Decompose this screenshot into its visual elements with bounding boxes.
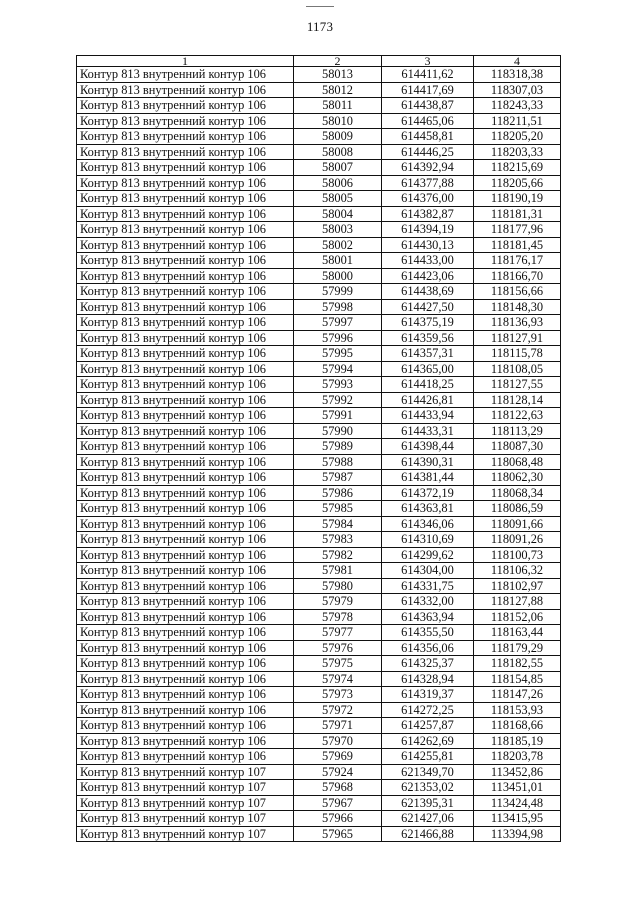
point-number-cell: 58006 xyxy=(294,175,382,191)
point-number-cell: 57924 xyxy=(294,764,382,780)
table-row xyxy=(77,454,561,470)
point-number-cell: 57978 xyxy=(294,609,382,625)
y-coordinate-cell: 118307,03 xyxy=(474,82,561,98)
point-number-cell: 57981 xyxy=(294,563,382,579)
contour-name-cell: Контур 813 внутренний контур 106 xyxy=(77,501,294,517)
x-coordinate-cell: 614446,25 xyxy=(382,144,474,160)
x-coordinate-cell: 621427,06 xyxy=(382,811,474,827)
y-coordinate-cell: 118152,06 xyxy=(474,609,561,625)
point-number-cell: 58008 xyxy=(294,144,382,160)
table-row xyxy=(77,191,561,207)
table-row xyxy=(77,578,561,594)
point-number-cell: 57983 xyxy=(294,532,382,548)
contour-name-cell: Контур 813 внутренний контур 106 xyxy=(77,423,294,439)
y-coordinate-cell: 118100,73 xyxy=(474,547,561,563)
table-row xyxy=(77,826,561,842)
y-coordinate-cell: 113424,48 xyxy=(474,795,561,811)
table-row xyxy=(77,361,561,377)
table-row xyxy=(77,392,561,408)
contour-name-cell: Контур 813 внутренний контур 106 xyxy=(77,330,294,346)
y-coordinate-cell: 118106,32 xyxy=(474,563,561,579)
point-number-cell: 57997 xyxy=(294,315,382,331)
table-row xyxy=(77,377,561,393)
x-coordinate-cell: 614304,00 xyxy=(382,563,474,579)
table-row xyxy=(77,764,561,780)
point-number-cell: 58001 xyxy=(294,253,382,269)
point-number-cell: 57993 xyxy=(294,377,382,393)
coordinates-table xyxy=(76,55,561,842)
contour-name-cell: Контур 813 внутренний контур 106 xyxy=(77,749,294,765)
contour-name-cell: Контур 813 внутренний контур 106 xyxy=(77,454,294,470)
x-coordinate-cell: 614418,25 xyxy=(382,377,474,393)
point-number-cell: 57968 xyxy=(294,780,382,796)
contour-name-cell: Контур 813 внутренний контур 107 xyxy=(77,811,294,827)
x-coordinate-cell: 614255,81 xyxy=(382,749,474,765)
x-coordinate-cell: 614377,88 xyxy=(382,175,474,191)
column-header-4: 4 xyxy=(474,56,561,67)
point-number-cell: 57976 xyxy=(294,640,382,656)
table-row xyxy=(77,315,561,331)
contour-name-cell: Контур 813 внутренний контур 106 xyxy=(77,625,294,641)
point-number-cell: 57979 xyxy=(294,594,382,610)
y-coordinate-cell: 118181,31 xyxy=(474,206,561,222)
y-coordinate-cell: 118068,34 xyxy=(474,485,561,501)
point-number-cell: 57980 xyxy=(294,578,382,594)
y-coordinate-cell: 118147,26 xyxy=(474,687,561,703)
x-coordinate-cell: 614363,81 xyxy=(382,501,474,517)
x-coordinate-cell: 621466,88 xyxy=(382,826,474,842)
y-coordinate-cell: 113394,98 xyxy=(474,826,561,842)
point-number-cell: 57977 xyxy=(294,625,382,641)
contour-name-cell: Контур 813 внутренний контур 106 xyxy=(77,206,294,222)
point-number-cell: 57991 xyxy=(294,408,382,424)
point-number-cell: 57971 xyxy=(294,718,382,734)
x-coordinate-cell: 614257,87 xyxy=(382,718,474,734)
y-coordinate-cell: 118154,85 xyxy=(474,671,561,687)
point-number-cell: 58011 xyxy=(294,98,382,114)
x-coordinate-cell: 614332,00 xyxy=(382,594,474,610)
x-coordinate-cell: 614262,69 xyxy=(382,733,474,749)
table-body xyxy=(77,67,561,842)
y-coordinate-cell: 118113,29 xyxy=(474,423,561,439)
contour-name-cell: Контур 813 внутренний контур 106 xyxy=(77,175,294,191)
point-number-cell: 58002 xyxy=(294,237,382,253)
x-coordinate-cell: 621349,70 xyxy=(382,764,474,780)
point-number-cell: 57986 xyxy=(294,485,382,501)
x-coordinate-cell: 614423,06 xyxy=(382,268,474,284)
y-coordinate-cell: 118148,30 xyxy=(474,299,561,315)
contour-name-cell: Контур 813 внутренний контур 106 xyxy=(77,609,294,625)
x-coordinate-cell: 614328,94 xyxy=(382,671,474,687)
table-row xyxy=(77,516,561,532)
contour-name-cell: Контур 813 внутренний контур 106 xyxy=(77,82,294,98)
contour-name-cell: Контур 813 внутренний контур 106 xyxy=(77,253,294,269)
table-row xyxy=(77,718,561,734)
y-coordinate-cell: 118176,17 xyxy=(474,253,561,269)
point-number-cell: 57966 xyxy=(294,811,382,827)
point-number-cell: 58013 xyxy=(294,67,382,83)
y-coordinate-cell: 118203,78 xyxy=(474,749,561,765)
table-row xyxy=(77,485,561,501)
x-coordinate-cell: 614346,06 xyxy=(382,516,474,532)
contour-name-cell: Контур 813 внутренний контур 106 xyxy=(77,377,294,393)
x-coordinate-cell: 614433,94 xyxy=(382,408,474,424)
y-coordinate-cell: 113452,86 xyxy=(474,764,561,780)
x-coordinate-cell: 614426,81 xyxy=(382,392,474,408)
x-coordinate-cell: 614355,50 xyxy=(382,625,474,641)
table-row xyxy=(77,640,561,656)
point-number-cell: 57995 xyxy=(294,346,382,362)
point-number-cell: 58009 xyxy=(294,129,382,145)
x-coordinate-cell: 614390,31 xyxy=(382,454,474,470)
contour-name-cell: Контур 813 внутренний контур 107 xyxy=(77,780,294,796)
table-row xyxy=(77,408,561,424)
table-row xyxy=(77,82,561,98)
contour-name-cell: Контур 813 внутренний контур 106 xyxy=(77,144,294,160)
contour-name-cell: Контур 813 внутренний контур 106 xyxy=(77,129,294,145)
point-number-cell: 57970 xyxy=(294,733,382,749)
table-row xyxy=(77,237,561,253)
contour-name-cell: Контур 813 внутренний контур 106 xyxy=(77,98,294,114)
table-row xyxy=(77,795,561,811)
point-number-cell: 57975 xyxy=(294,656,382,672)
y-coordinate-cell: 118243,33 xyxy=(474,98,561,114)
x-coordinate-cell: 614382,87 xyxy=(382,206,474,222)
table-row xyxy=(77,175,561,191)
y-coordinate-cell: 118185,19 xyxy=(474,733,561,749)
x-coordinate-cell: 614310,69 xyxy=(382,532,474,548)
column-header-1: 1 xyxy=(77,56,294,67)
page-number: 1173 xyxy=(306,19,334,34)
table-row xyxy=(77,144,561,160)
point-number-cell: 57974 xyxy=(294,671,382,687)
column-header-2: 2 xyxy=(294,56,382,67)
x-coordinate-cell: 614433,00 xyxy=(382,253,474,269)
contour-name-cell: Контур 813 внутренний контур 107 xyxy=(77,795,294,811)
x-coordinate-cell: 614299,62 xyxy=(382,547,474,563)
y-coordinate-cell: 118203,33 xyxy=(474,144,561,160)
table-row xyxy=(77,423,561,439)
contour-name-cell: Контур 813 внутренний контур 106 xyxy=(77,485,294,501)
y-coordinate-cell: 118108,05 xyxy=(474,361,561,377)
contour-name-cell: Контур 813 внутренний контур 106 xyxy=(77,594,294,610)
y-coordinate-cell: 118153,93 xyxy=(474,702,561,718)
contour-name-cell: Контур 813 внутренний контур 106 xyxy=(77,640,294,656)
contour-name-cell: Контур 813 внутренний контур 106 xyxy=(77,563,294,579)
x-coordinate-cell: 614411,62 xyxy=(382,67,474,83)
y-coordinate-cell: 118166,70 xyxy=(474,268,561,284)
x-coordinate-cell: 614438,69 xyxy=(382,284,474,300)
y-coordinate-cell: 118136,93 xyxy=(474,315,561,331)
y-coordinate-cell: 118087,30 xyxy=(474,439,561,455)
y-coordinate-cell: 118091,26 xyxy=(474,532,561,548)
x-coordinate-cell: 614430,13 xyxy=(382,237,474,253)
x-coordinate-cell: 614438,87 xyxy=(382,98,474,114)
table-row xyxy=(77,609,561,625)
x-coordinate-cell: 614427,50 xyxy=(382,299,474,315)
contour-name-cell: Контур 813 внутренний контур 106 xyxy=(77,687,294,703)
contour-name-cell: Контур 813 внутренний контур 106 xyxy=(77,733,294,749)
x-coordinate-cell: 614331,75 xyxy=(382,578,474,594)
contour-name-cell: Контур 813 внутренний контур 107 xyxy=(77,764,294,780)
table-row xyxy=(77,749,561,765)
y-coordinate-cell: 118211,51 xyxy=(474,113,561,129)
x-coordinate-cell: 614359,56 xyxy=(382,330,474,346)
contour-name-cell: Контур 813 внутренний контур 106 xyxy=(77,299,294,315)
contour-name-cell: Контур 813 внутренний контур 106 xyxy=(77,718,294,734)
table-row xyxy=(77,780,561,796)
point-number-cell: 57984 xyxy=(294,516,382,532)
x-coordinate-cell: 614319,37 xyxy=(382,687,474,703)
top-dash-mark xyxy=(306,6,334,7)
point-number-cell: 57985 xyxy=(294,501,382,517)
table-row xyxy=(77,470,561,486)
table-row xyxy=(77,253,561,269)
x-coordinate-cell: 614376,00 xyxy=(382,191,474,207)
y-coordinate-cell: 118068,48 xyxy=(474,454,561,470)
contour-name-cell: Контур 813 внутренний контур 107 xyxy=(77,826,294,842)
y-coordinate-cell: 118086,59 xyxy=(474,501,561,517)
point-number-cell: 58012 xyxy=(294,82,382,98)
x-coordinate-cell: 614398,44 xyxy=(382,439,474,455)
y-coordinate-cell: 118181,45 xyxy=(474,237,561,253)
x-coordinate-cell: 614433,31 xyxy=(382,423,474,439)
y-coordinate-cell: 118091,66 xyxy=(474,516,561,532)
point-number-cell: 57999 xyxy=(294,284,382,300)
x-coordinate-cell: 614417,69 xyxy=(382,82,474,98)
contour-name-cell: Контур 813 внутренний контур 106 xyxy=(77,113,294,129)
y-coordinate-cell: 118318,38 xyxy=(474,67,561,83)
contour-name-cell: Контур 813 внутренний контур 106 xyxy=(77,160,294,176)
contour-name-cell: Контур 813 внутренний контур 106 xyxy=(77,237,294,253)
point-number-cell: 58000 xyxy=(294,268,382,284)
table-row xyxy=(77,563,561,579)
contour-name-cell: Контур 813 внутренний контур 106 xyxy=(77,346,294,362)
point-number-cell: 57969 xyxy=(294,749,382,765)
x-coordinate-cell: 614356,06 xyxy=(382,640,474,656)
y-coordinate-cell: 113415,95 xyxy=(474,811,561,827)
point-number-cell: 58004 xyxy=(294,206,382,222)
point-number-cell: 57996 xyxy=(294,330,382,346)
x-coordinate-cell: 614392,94 xyxy=(382,160,474,176)
point-number-cell: 57998 xyxy=(294,299,382,315)
point-number-cell: 57994 xyxy=(294,361,382,377)
y-coordinate-cell: 113451,01 xyxy=(474,780,561,796)
point-number-cell: 57982 xyxy=(294,547,382,563)
column-header-3: 3 xyxy=(382,56,474,67)
y-coordinate-cell: 118128,14 xyxy=(474,392,561,408)
x-coordinate-cell: 614458,81 xyxy=(382,129,474,145)
table-row xyxy=(77,439,561,455)
y-coordinate-cell: 118168,66 xyxy=(474,718,561,734)
y-coordinate-cell: 118127,88 xyxy=(474,594,561,610)
y-coordinate-cell: 118127,91 xyxy=(474,330,561,346)
contour-name-cell: Контур 813 внутренний контур 106 xyxy=(77,532,294,548)
point-number-cell: 57992 xyxy=(294,392,382,408)
table-row xyxy=(77,160,561,176)
contour-name-cell: Контур 813 внутренний контур 106 xyxy=(77,547,294,563)
contour-name-cell: Контур 813 внутренний контур 106 xyxy=(77,222,294,238)
table-row xyxy=(77,656,561,672)
table-row xyxy=(77,268,561,284)
y-coordinate-cell: 118115,78 xyxy=(474,346,561,362)
y-coordinate-cell: 118163,44 xyxy=(474,625,561,641)
y-coordinate-cell: 118205,66 xyxy=(474,175,561,191)
y-coordinate-cell: 118190,19 xyxy=(474,191,561,207)
point-number-cell: 58010 xyxy=(294,113,382,129)
table-row xyxy=(77,284,561,300)
contour-name-cell: Контур 813 внутренний контур 106 xyxy=(77,191,294,207)
contour-name-cell: Контур 813 внутренний контур 106 xyxy=(77,702,294,718)
header-row xyxy=(77,56,561,67)
x-coordinate-cell: 614372,19 xyxy=(382,485,474,501)
point-number-cell: 57988 xyxy=(294,454,382,470)
contour-name-cell: Контур 813 внутренний контур 106 xyxy=(77,361,294,377)
table-row xyxy=(77,206,561,222)
contour-name-cell: Контур 813 внутренний контур 106 xyxy=(77,67,294,83)
contour-name-cell: Контур 813 внутренний контур 106 xyxy=(77,656,294,672)
point-number-cell: 57989 xyxy=(294,439,382,455)
table-row xyxy=(77,594,561,610)
table-row xyxy=(77,811,561,827)
table-row xyxy=(77,702,561,718)
table-row xyxy=(77,129,561,145)
x-coordinate-cell: 621353,02 xyxy=(382,780,474,796)
y-coordinate-cell: 118062,30 xyxy=(474,470,561,486)
y-coordinate-cell: 118179,29 xyxy=(474,640,561,656)
table-row xyxy=(77,222,561,238)
table-row xyxy=(77,625,561,641)
table-row xyxy=(77,733,561,749)
point-number-cell: 57987 xyxy=(294,470,382,486)
x-coordinate-cell: 614365,00 xyxy=(382,361,474,377)
table-row xyxy=(77,67,561,83)
table-row xyxy=(77,98,561,114)
contour-name-cell: Контур 813 внутренний контур 106 xyxy=(77,408,294,424)
table-row xyxy=(77,532,561,548)
y-coordinate-cell: 118122,63 xyxy=(474,408,561,424)
y-coordinate-cell: 118215,69 xyxy=(474,160,561,176)
point-number-cell: 58003 xyxy=(294,222,382,238)
x-coordinate-cell: 614465,06 xyxy=(382,113,474,129)
table-row xyxy=(77,299,561,315)
x-coordinate-cell: 614375,19 xyxy=(382,315,474,331)
y-coordinate-cell: 118102,97 xyxy=(474,578,561,594)
table-row xyxy=(77,113,561,129)
table-row xyxy=(77,547,561,563)
table-row xyxy=(77,330,561,346)
contour-name-cell: Контур 813 внутренний контур 106 xyxy=(77,516,294,532)
table-row xyxy=(77,671,561,687)
table-row xyxy=(77,687,561,703)
point-number-cell: 57972 xyxy=(294,702,382,718)
table-row xyxy=(77,501,561,517)
x-coordinate-cell: 614381,44 xyxy=(382,470,474,486)
point-number-cell: 57990 xyxy=(294,423,382,439)
x-coordinate-cell: 614357,31 xyxy=(382,346,474,362)
x-coordinate-cell: 614394,19 xyxy=(382,222,474,238)
point-number-cell: 58005 xyxy=(294,191,382,207)
x-coordinate-cell: 614272,25 xyxy=(382,702,474,718)
y-coordinate-cell: 118177,96 xyxy=(474,222,561,238)
x-coordinate-cell: 621395,31 xyxy=(382,795,474,811)
point-number-cell: 57967 xyxy=(294,795,382,811)
contour-name-cell: Контур 813 внутренний контур 106 xyxy=(77,578,294,594)
contour-name-cell: Контур 813 внутренний контур 106 xyxy=(77,268,294,284)
contour-name-cell: Контур 813 внутренний контур 106 xyxy=(77,284,294,300)
y-coordinate-cell: 118127,55 xyxy=(474,377,561,393)
x-coordinate-cell: 614325,37 xyxy=(382,656,474,672)
point-number-cell: 58007 xyxy=(294,160,382,176)
y-coordinate-cell: 118182,55 xyxy=(474,656,561,672)
contour-name-cell: Контур 813 внутренний контур 106 xyxy=(77,439,294,455)
contour-name-cell: Контур 813 внутренний контур 106 xyxy=(77,315,294,331)
point-number-cell: 57965 xyxy=(294,826,382,842)
contour-name-cell: Контур 813 внутренний контур 106 xyxy=(77,671,294,687)
point-number-cell: 57973 xyxy=(294,687,382,703)
y-coordinate-cell: 118156,66 xyxy=(474,284,561,300)
table-row xyxy=(77,346,561,362)
x-coordinate-cell: 614363,94 xyxy=(382,609,474,625)
y-coordinate-cell: 118205,20 xyxy=(474,129,561,145)
contour-name-cell: Контур 813 внутренний контур 106 xyxy=(77,392,294,408)
contour-name-cell: Контур 813 внутренний контур 106 xyxy=(77,470,294,486)
